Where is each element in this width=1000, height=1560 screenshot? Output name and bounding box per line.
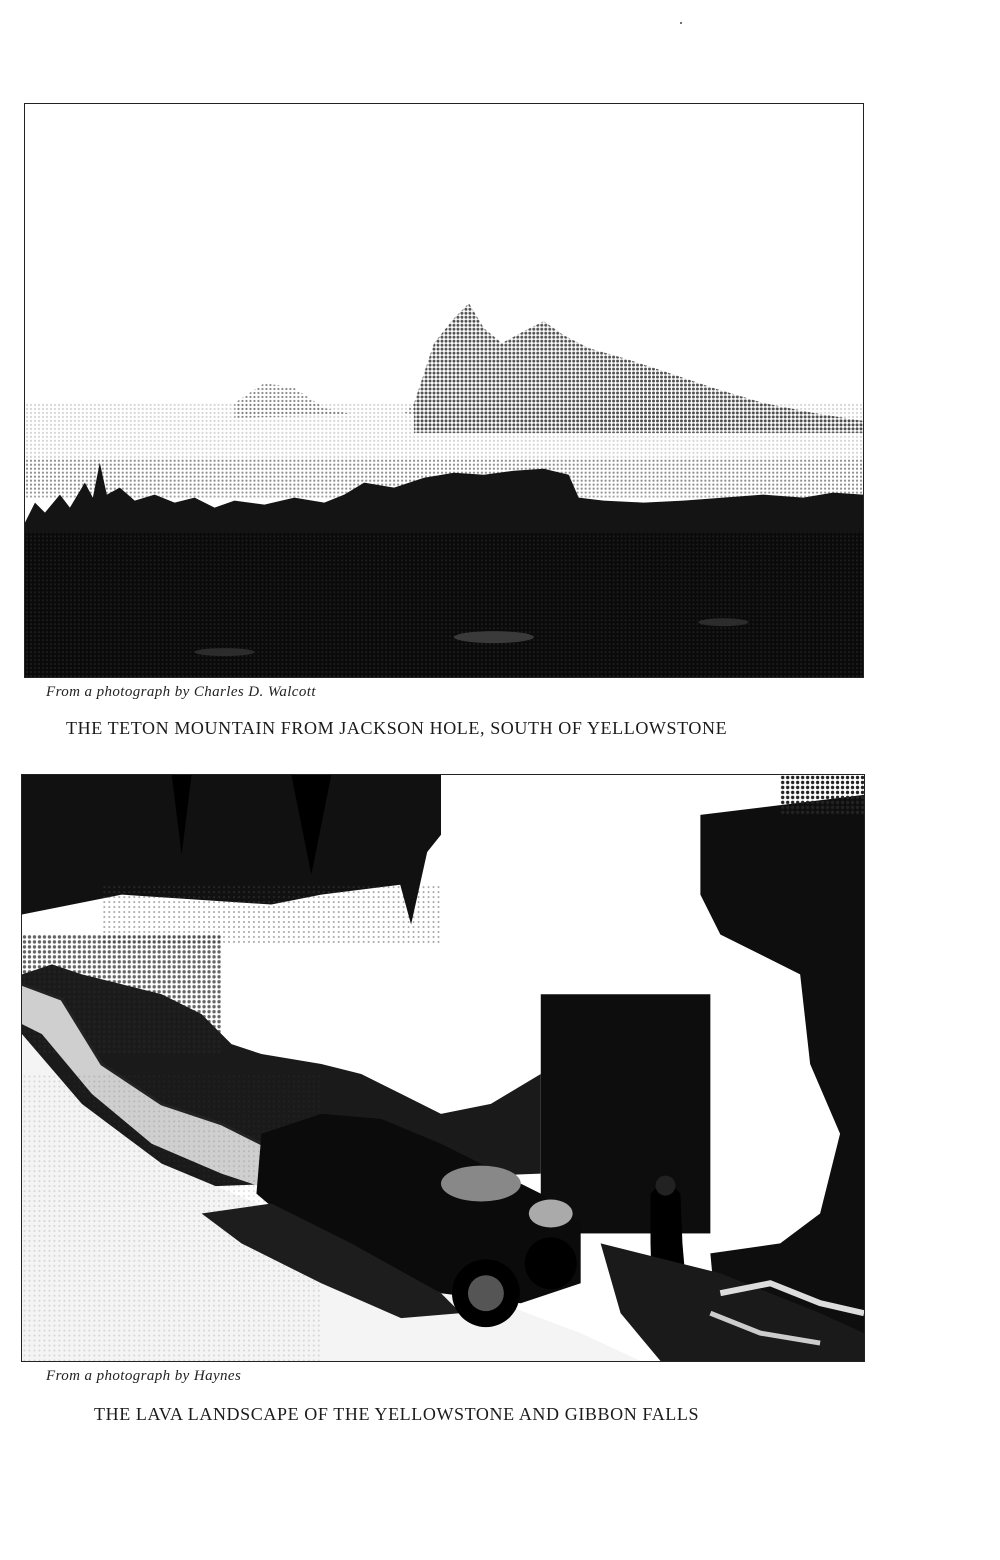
scan-speck xyxy=(680,22,682,24)
lava-landscape-photograph xyxy=(21,774,865,1362)
photo-credit-haynes: From a photograph by Haynes xyxy=(46,1368,242,1384)
teton-mountain-photograph xyxy=(24,103,864,678)
teton-mountain-image xyxy=(25,104,863,677)
lava-landscape-image xyxy=(22,775,864,1361)
photo-credit-walcott: From a photograph by Charles D. Walcott xyxy=(46,684,316,700)
caption-lava-landscape: THE LAVA LANDSCAPE OF THE YELLOWSTONE AND GIBBON FALLS xyxy=(94,1404,700,1424)
caption-teton-mountain: THE TETON MOUNTAIN FROM JACKSON HOLE, SOUTH OF YELLOWSTONE xyxy=(66,718,728,738)
